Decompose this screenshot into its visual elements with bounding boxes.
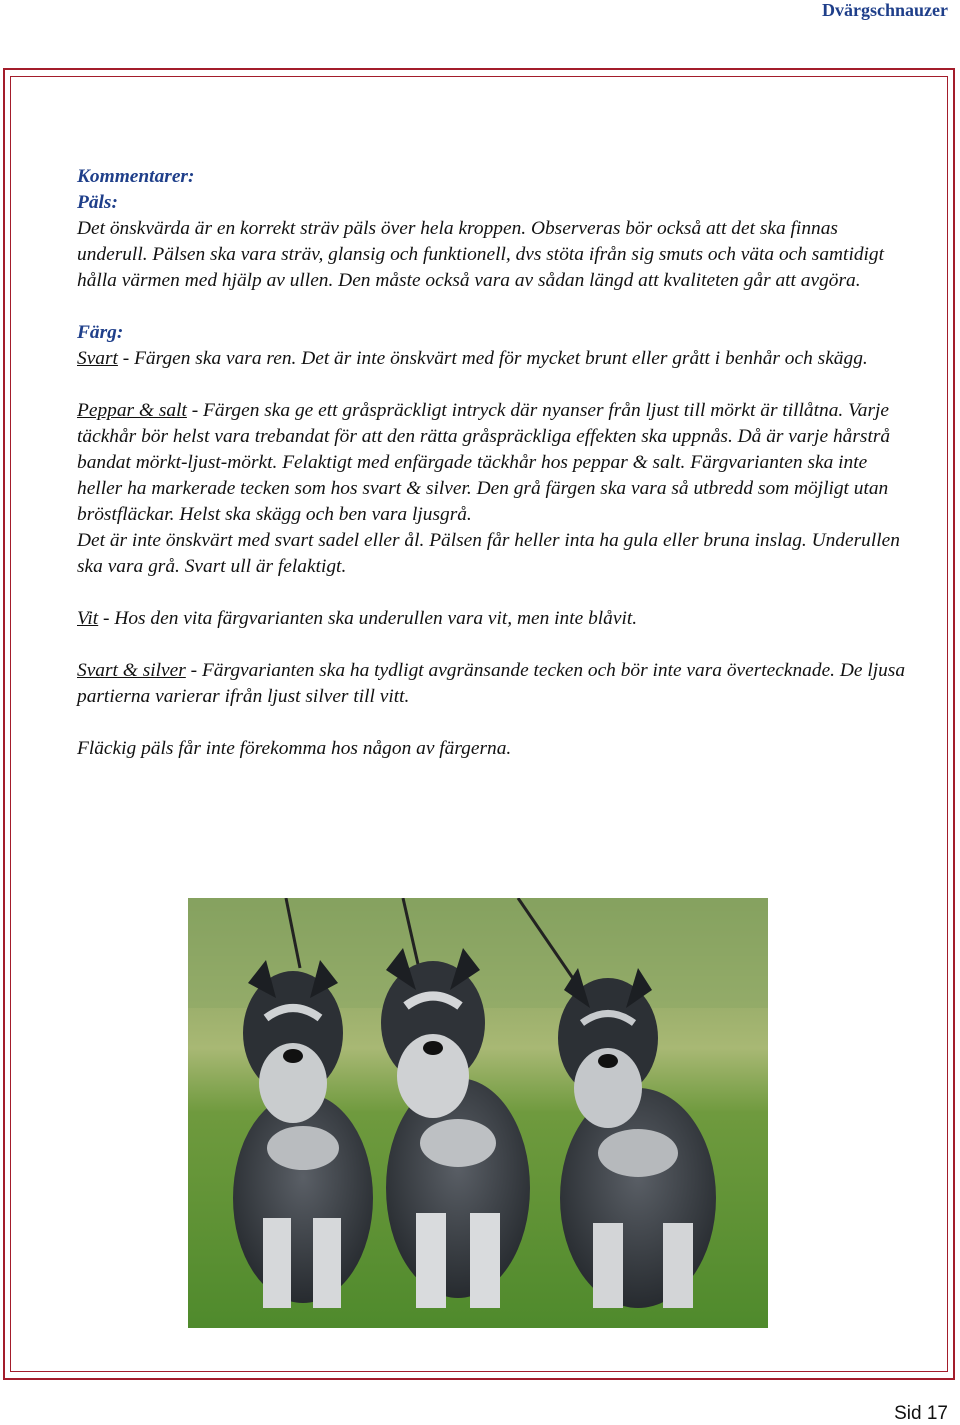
blacksilver-text: - Färgvarianten ska ha tydligt avgränsande tecken och bör inte vara övertecknade. De ljusa partierna varierar ifrån ljust silver till vitt. xyxy=(77,660,906,707)
blacksilver-paragraph xyxy=(77,658,907,710)
peppersalt-paragraph-2: Det är inte önskvärt med svart sadel eller ål. Pälsen får heller inta ha gula eller bruna inslag. Underullen ska vara grå. Svart ull är felaktigt. xyxy=(77,530,900,577)
peppersalt-label: Peppar & salt xyxy=(77,400,187,421)
peppersalt-paragraph xyxy=(77,398,907,528)
blacksilver-label: Svart & silver xyxy=(77,660,186,681)
coat-paragraph: Det önskvärda är en korrekt sträv päls över hela kroppen. Observeras bör också att det ska finnas underull. Pälsen ska vara sträv, glansig och funktionell, dvs stöta ifrån sig smuts och väta och samtidigt hålla värmen med hjälp av ullen. Den måste också vara av sådan längd att kvaliteten går att avgöra. xyxy=(77,218,884,291)
white-text: - Hos den vita färgvarianten ska underullen vara vit, men inte blåvit. xyxy=(98,608,638,629)
black-label: Svart xyxy=(77,348,118,369)
black-paragraph xyxy=(77,346,907,372)
comments-heading: Kommentarer: xyxy=(77,166,195,187)
photo-illustration xyxy=(188,898,768,1328)
page-number: Sid 17 xyxy=(894,1403,948,1424)
coat-heading: Päls: xyxy=(77,192,118,213)
running-title: Dvärgschnauzer xyxy=(822,0,948,20)
main-text xyxy=(77,164,907,762)
white-paragraph xyxy=(77,606,907,632)
peppersalt-text: - Färgen ska ge ett gråspräckligt intryck där nyanser från ljust till mörkt är tillåtna. Varje täckhår bör helst vara trebandat för att den rätta gråspräckliga effekten ska uppnås. Då är varje hårstrå bandat mörkt-ljust-mörkt. Felaktigt med enfärgade täckhår hos peppar & salt. Färgvarianten ska inte heller ha markerade tecken som hos svart & silver. Den grå färgen ska vara så utbredd som möjligt utan bröstfläckar. Helst ska skägg och ben vara ljusgrå. xyxy=(77,400,891,525)
black-text: - Färgen ska vara ren. Det är inte önskvärt med för mycket brunt eller grått i benhår och skägg. xyxy=(117,348,868,369)
color-heading: Färg: xyxy=(77,322,124,343)
three-miniature-schnauzers-photo xyxy=(188,898,768,1328)
spotted-paragraph: Fläckig päls får inte förekomma hos någon av färgerna. xyxy=(77,738,512,759)
white-label: Vit xyxy=(77,608,99,629)
